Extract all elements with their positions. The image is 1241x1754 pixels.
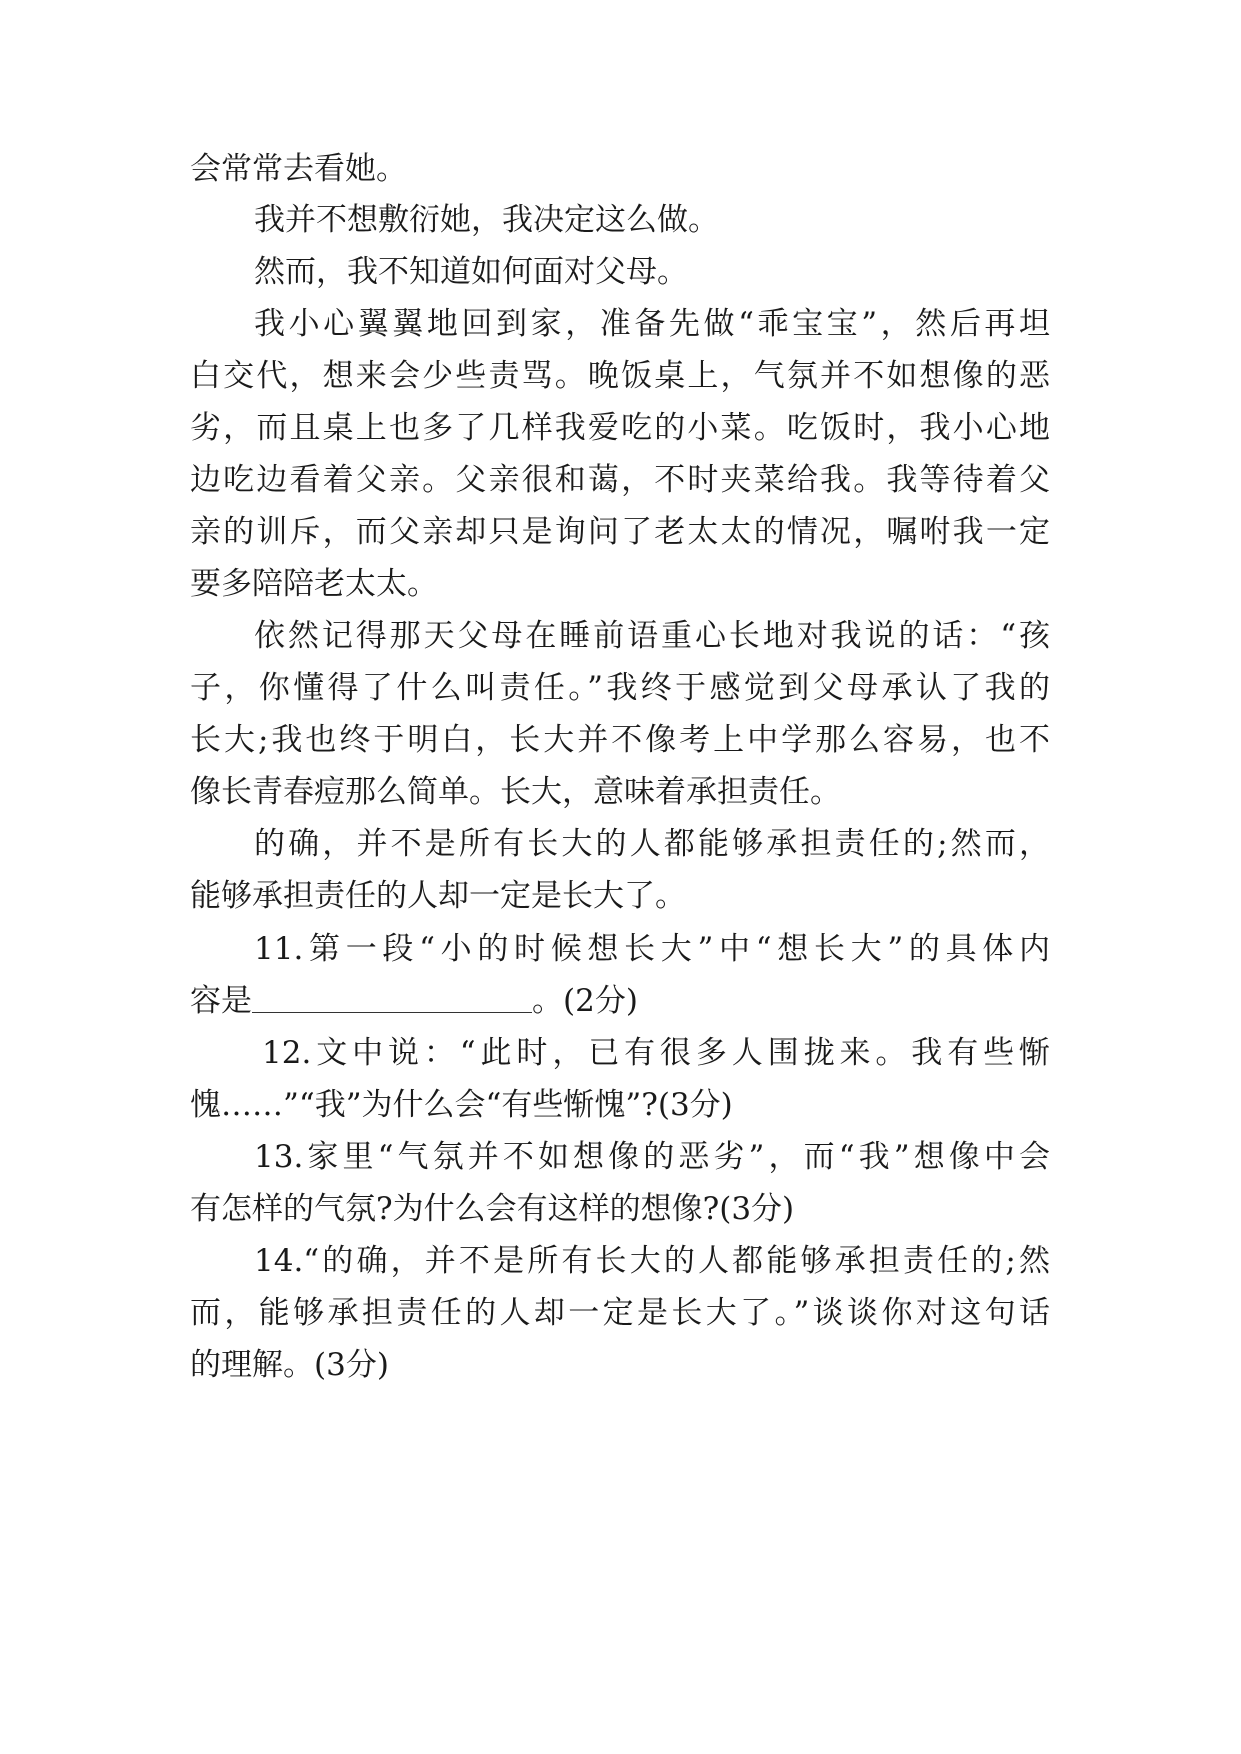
text-line: 能够承担责任的人却一定是长大了。 (190, 878, 686, 914)
answer-blank[interactable] (252, 982, 532, 1013)
text-line: 子，你懂得了什么叫责任。”我终于感觉到父母承认了我的 (190, 670, 1050, 706)
text-line: 然而，我不知道如何面对父母。 (254, 254, 688, 290)
text-line: 会常常去看她。 (190, 151, 407, 187)
question-12-line: 12.文中说：“此时，已有很多人围拢来。我有些惭 (262, 1035, 1050, 1071)
text-line: 我并不想敷衍她，我决定这么做。 (254, 202, 719, 238)
text-line: 依然记得那天父母在睡前语重心长地对我说的话：“孩 (254, 618, 1050, 654)
text-line: 亲的训斥，而父亲却只是询问了老太太的情况，嘱咐我一定 (190, 514, 1050, 550)
question-12-line: 愧……”“我”为什么会“有些惭愧”?(3分) (190, 1087, 733, 1123)
text-line: 劣，而且桌上也多了几样我爱吃的小菜。吃饭时，我小心地 (190, 410, 1050, 446)
text-line: 像长青春痘那么简单。长大，意味着承担责任。 (190, 774, 841, 810)
question-11-answer-line (190, 977, 1050, 1025)
question-14-line: 的理解。(3分) (190, 1347, 389, 1383)
question-14-line: 14.“的确，并不是所有长大的人都能够承担责任的;然 (254, 1243, 1050, 1279)
text-line: 要多陪陪老太太。 (190, 566, 438, 602)
question-11-suffix: 。(2分) (532, 983, 638, 1019)
text-line: 的确，并不是所有长大的人都能够承担责任的;然而， (254, 826, 1050, 862)
text-line: 长大;我也终于明白，长大并不像考上中学那么容易，也不 (190, 722, 1050, 758)
text-line: 白交代，想来会少些责骂。晚饭桌上，气氛并不如想像的恶 (190, 358, 1050, 394)
question-11-line: 11.第一段“小的时候想长大”中“想长大”的具体内 (254, 931, 1050, 967)
question-13-line: 13.家里“气氛并不如想像的恶劣”，而“我”想像中会 (254, 1139, 1050, 1175)
text-line: 边吃边看着父亲。父亲很和蔼，不时夹菜给我。我等待着父 (190, 462, 1050, 498)
question-11-prefix: 容是 (190, 983, 252, 1019)
question-14-line: 而，能够承担责任的人却一定是长大了。”谈谈你对这句话 (190, 1295, 1050, 1331)
text-line: 我小心翼翼地回到家，准备先做“乖宝宝”，然后再坦 (254, 306, 1050, 342)
question-13-line: 有怎样的气氛?为什么会有这样的想像?(3分) (190, 1191, 795, 1227)
